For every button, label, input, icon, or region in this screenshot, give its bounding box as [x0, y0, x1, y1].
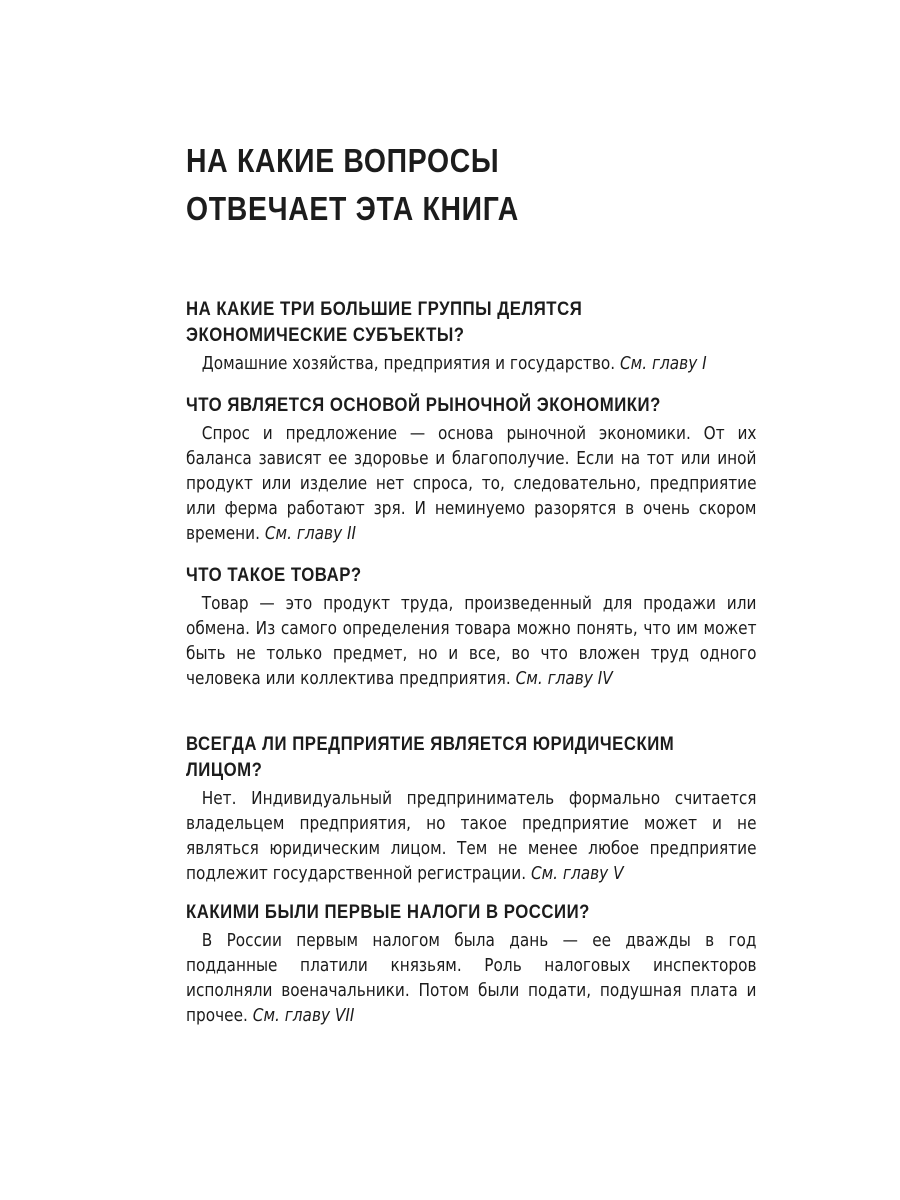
- chapter-reference: См. главу I: [619, 354, 707, 374]
- answer-body: В России первым налогом была дань — ее дважды в год подданные платили князьям. Роль налоговых инспекторов исполняли военачальники. Потом были подати, подушная плата и прочее.: [186, 931, 757, 1026]
- question-heading: ЧТО ТАКОЕ ТОВАР?: [186, 564, 362, 586]
- chapter-reference: См. главу VII: [252, 1006, 355, 1026]
- answer-text: [186, 352, 757, 377]
- page-title-line-2: ОТВЕЧАЕТ ЭТА КНИГА: [186, 190, 519, 227]
- answer-body: Домашние хозяйства, предприятия и государство.: [201, 354, 616, 374]
- chapter-reference: См. главу IV: [515, 669, 613, 689]
- chapter-reference: См. главу II: [264, 524, 357, 544]
- qa-item-3: [186, 562, 756, 692]
- qa-item-4: [186, 731, 756, 887]
- question-heading: ВСЕГДА ЛИ ПРЕДПРИЯТИЕ ЯВЛЯЕТСЯ ЮРИДИЧЕСКИМ ЛИЦОМ?: [186, 733, 675, 781]
- page-title-line-1: НА КАКИЕ ВОПРОСЫ: [186, 142, 500, 179]
- answer-text: [186, 422, 757, 547]
- question-heading: НА КАКИЕ ТРИ БОЛЬШИЕ ГРУППЫ ДЕЛЯТСЯ ЭКОНОМИЧЕСКИЕ СУБЪЕКТЫ?: [186, 298, 583, 346]
- question-heading: КАКИМИ БЫЛИ ПЕРВЫЕ НАЛОГИ В РОССИИ?: [186, 901, 590, 923]
- qa-item-1: [186, 296, 756, 377]
- answer-body: Товар — это продукт труда, произведенный для продажи или обмена. Из самого определения товара можно понять, что им может быть не только предмет, но и все, во что вложен труд одного человека или коллектива предприятия.: [186, 594, 757, 689]
- qa-item-5: [186, 899, 756, 1029]
- answer-text: [186, 592, 757, 692]
- chapter-reference: См. главу V: [530, 864, 624, 884]
- answer-text: [186, 787, 757, 887]
- question-heading: ЧТО ЯВЛЯЕТСЯ ОСНОВОЙ РЫНОЧНОЙ ЭКОНОМИКИ?: [186, 394, 661, 416]
- answer-body: Нет. Индивидуальный предприниматель формально считается владельцем предприятия, но такое предприятие может и не являться юридическим лицом. Тем не менее любое предприятие подлежит государственной регистрации.: [186, 789, 757, 884]
- page-title: [186, 137, 676, 233]
- answer-body: Спрос и предложение — основа рыночной экономики. От их баланса зависят ее здоровье и благополучие. Если на тот или иной продукт или изделие нет спроса, то, следовательно, предприятие или ферма работают зря. И неминуемо разорятся в очень скором времени.: [186, 424, 757, 544]
- qa-item-2: [186, 392, 756, 547]
- answer-text: [186, 929, 757, 1029]
